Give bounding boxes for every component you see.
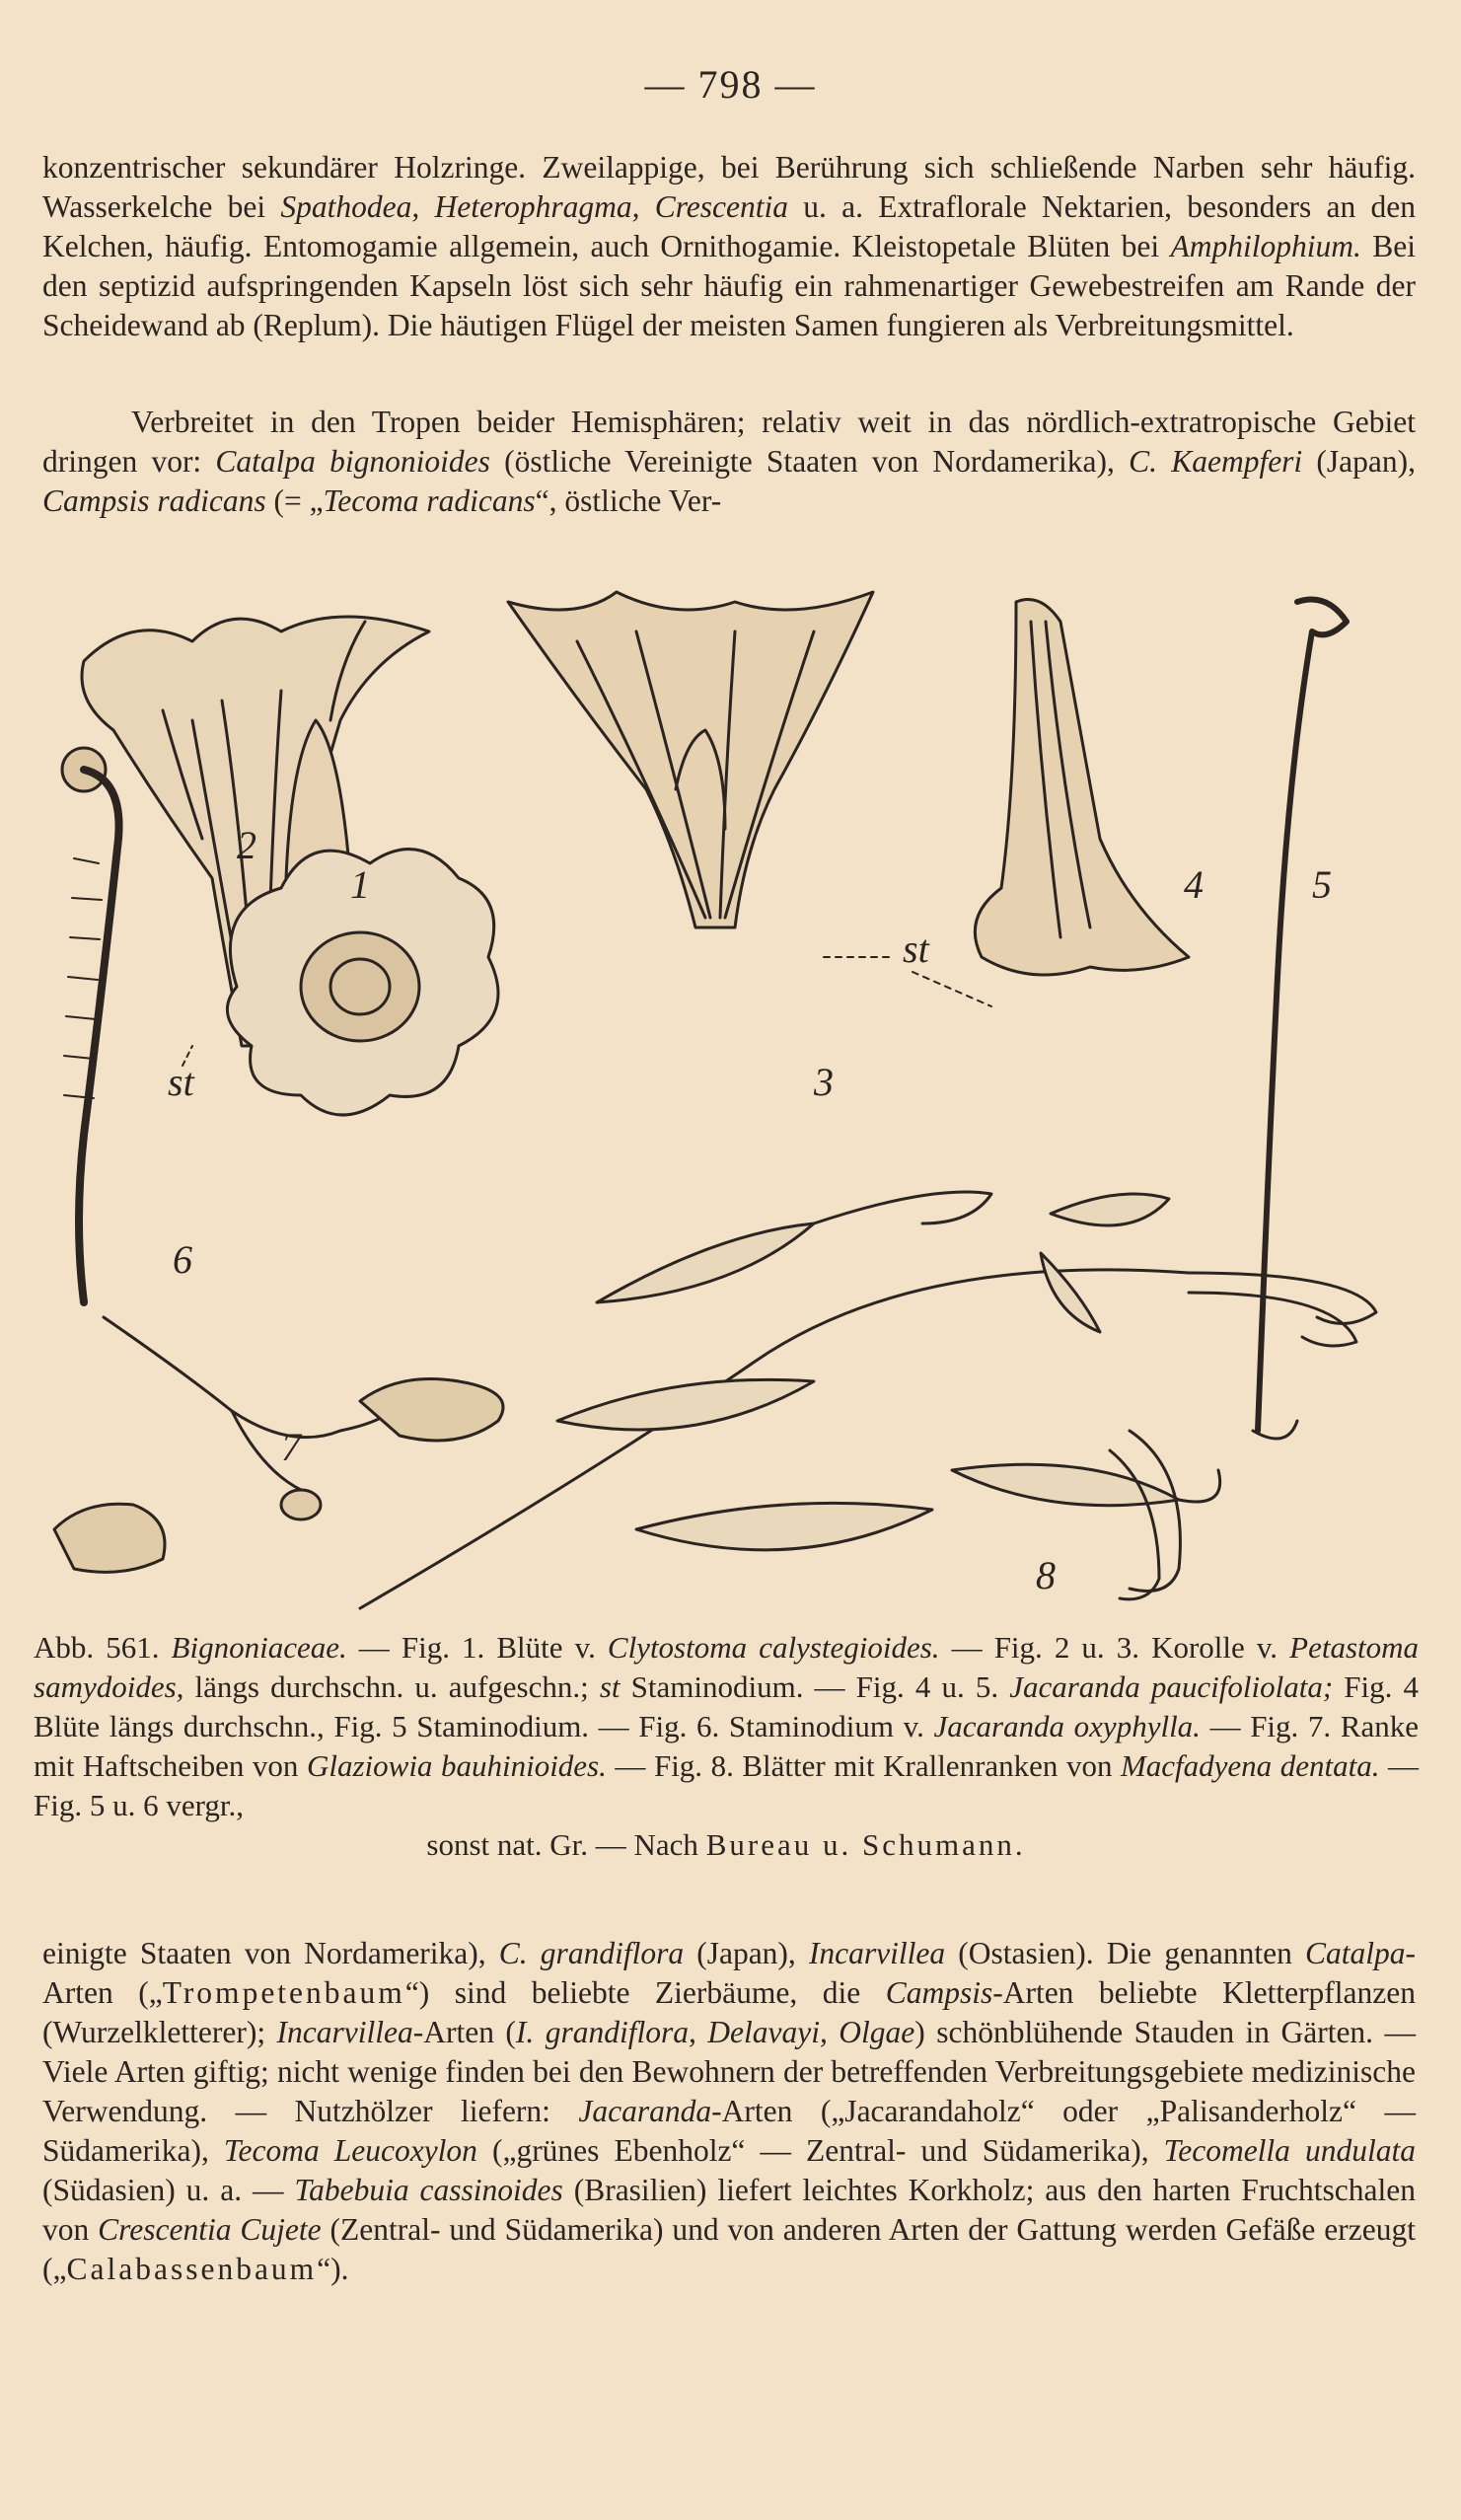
fig-5-staminodium	[1253, 600, 1347, 1440]
fig-label-7: 7	[281, 1425, 301, 1469]
paragraph-morphology: konzentrischer sekundärer Holzringe. Zweilappige, bei Berührung sich schließende Narben sehr häufig. Wasserkelche bei Spathodea, Heterophragma, Crescentia u. a. Extraflorale Nektarien, besonders an den Kelchen, häufig. Entomogamie allgemein, auch Ornithogamie. Kleistopetale Blüten bei Amphilophium. Bei den septizid aufspringenden Kapseln löst sich sehr häufig ein rahmenartiger Gewebestreifen am Rande der Scheidewand ab (Replum). Die häutigen Flügel der meisten Samen fungieren als Verbreitungsmittel.	[42, 150, 1416, 342]
fig-4-flower-section	[975, 600, 1189, 976]
botanical-illustration	[44, 582, 1416, 1628]
page-number: — 798 —	[644, 62, 817, 107]
fig-label-4: 4	[1184, 862, 1204, 907]
fig-label-6: 6	[173, 1237, 192, 1282]
fig-3-corolla-opened	[508, 592, 873, 927]
fig-label-8: 8	[1036, 1553, 1056, 1597]
fig-label-st-right: st	[903, 926, 929, 971]
fig-label-3: 3	[814, 1060, 834, 1104]
figure-caption: Abb. 561. Bignoniaceae. — Fig. 1. Blüte v. Clytostoma calystegioides. — Fig. 2 u. 3. Korolle v. Petastoma samydoides, längs durchschn. u. aufgeschn.; st Staminodium. — Fig. 4 u. 5. Jacaranda paucifoliolata; Fig. 4 Blüte längs durchschn., Fig. 5 Staminodium. — Fig. 6. Staminodium v. Jacaranda oxyphylla. — Fig. 7. Ranke mit Haftscheiben von Glaziowia bauhinioides. — Fig. 8. Blätter mit Krallenranken von Macfadyena dentata. — Fig. 5 u. 6 vergr., sonst nat. Gr. — Nach Bureau u. Schumann.	[34, 1630, 1420, 1862]
paragraph-uses: einigte Staaten von Nordamerika), C. grandiflora (Japan), Incarvillea (Ostasien). Die genannten Catalpa-Arten („Trompetenbaum“) sind beliebte Zierbäume, die Campsis-Arten beliebte Kletterpflanzen (Wurzelkletterer); Incarvillea-Arten (I. grandiflora, Delavayi, Olgae) schönblühende Stauden in Gärten. — Viele Arten giftig; nicht wenige finden bei den Bewohnern der betreffenden Verbreitungsgebiete medizinische Verwendung. — Nutzhölzer liefern: Jacaranda-Arten („Jacarandaholz“ oder „Palisanderholz“ — Südamerika), Tecoma Leucoxylon („grünes Ebenholz“ — Zentral- und Südamerika), Tecomella undulata (Südasien) u. a. — Tabebuia cassinoides (Brasilien) liefert leichtes Korkholz; aus den harten Fruchtschalen von Crescentia Cujete (Zentral- und Südamerika) und von anderen Arten der Gattung werden Gefäße erzeugt („Calabassenbaum“).	[42, 1936, 1417, 2286]
fig-6-staminodium-hairy	[62, 748, 119, 1302]
fig-8-leaves-claw-tendrils	[360, 1192, 1376, 1608]
fig-label-2: 2	[237, 823, 256, 867]
fig-label-1: 1	[350, 862, 370, 907]
fig-label-5: 5	[1312, 862, 1332, 907]
paragraph-distribution: Verbreitet in den Tropen beider Hemisphären; relativ weit in das nördlich-extratropische Gebiet dringen vor: Catalpa bignonioides (östliche Vereinigte Staaten von Nordamerika), C. Kaempferi (Japan), Campsis radicans (= „Tecoma radicans“, östliche Ver-	[42, 405, 1416, 518]
fig-7-tendril-discs	[54, 1317, 503, 1572]
fig-label-st-left: st	[168, 1060, 194, 1104]
